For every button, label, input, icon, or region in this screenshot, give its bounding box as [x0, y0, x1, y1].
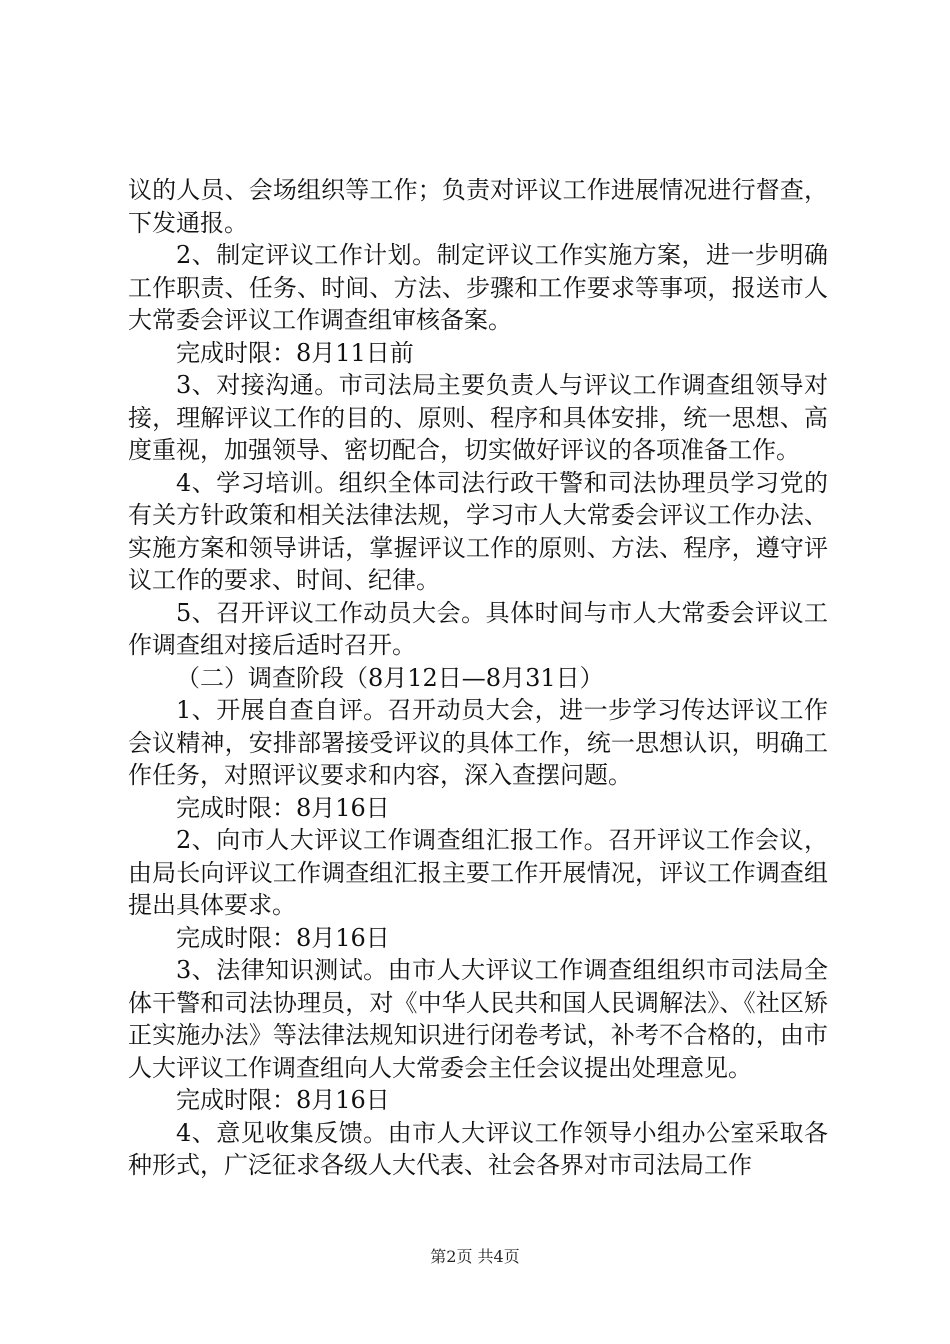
- paragraph: 议的人员、会场组织等工作；负责对评议工作进展情况进行督查，下发通报。: [128, 176, 828, 237]
- paragraph: 完成时限：8月16日: [176, 1086, 390, 1114]
- paragraph: 完成时限：8月16日: [176, 923, 390, 952]
- paragraph: 完成时限：8月11日前: [176, 338, 414, 367]
- paragraph: 1、开展自查自评。召开动员大会，进一步学习传达评议工作会议精神，安排部署接受评议的具体工作，统一思想认识，明确工作任务，对照评议要求和内容，深入查摆问题。: [128, 696, 828, 789]
- paragraph: 4、意见收集反馈。由市人大评议工作领导小组办公室采取各种形式，广泛征求各级人大代表、社会各界对市司法局工作: [128, 1118, 828, 1179]
- paragraph: （二）调查阶段（8月12日—8月31日）: [176, 663, 604, 692]
- document-body: [128, 174, 828, 1182]
- paragraph: 完成时限：8月16日: [176, 793, 390, 822]
- paragraph: 2、向市人大评议工作调查组汇报工作。召开评议工作会议，由局长向评议工作调查组汇报主要工作开展情况，评议工作调查组提出具体要求。: [128, 826, 828, 919]
- paragraph: 4、学习培训。组织全体司法行政干警和司法协理员学习党的有关方针政策和相关法律法规，学习市人大常委会评议工作办法、实施方案和领导讲话，掌握评议工作的原则、方法、程序，遵守评议工作的要求、时间、纪律。: [128, 468, 828, 594]
- page-footer: 第2页 共4页: [430, 1247, 520, 1266]
- paragraph: 2、制定评议工作计划。制定评议工作实施方案，进一步明确工作职责、任务、时间、方法、步骤和工作要求等事项，报送市人大常委会评议工作调查组审核备案。: [128, 241, 828, 334]
- paragraph: 5、召开评议工作动员大会。具体时间与市人大常委会评议工作调查组对接后适时召开。: [128, 598, 828, 659]
- paragraph: 3、对接沟通。市司法局主要负责人与评议工作调查组领导对接，理解评议工作的目的、原则、程序和具体安排，统一思想、高度重视，加强领导、密切配合，切实做好评议的各项准备工作。: [128, 371, 828, 464]
- paragraph: 3、法律知识测试。由市人大评议工作调查组组织市司法局全体干警和司法协理员，对《中华人民共和国人民调解法》、《社区矫正实施办法》等法律法规知识进行闭卷考试，补考不合格的，由市人大评议工作调查组向人大常委会主任会议提出处理意见。: [128, 956, 828, 1082]
